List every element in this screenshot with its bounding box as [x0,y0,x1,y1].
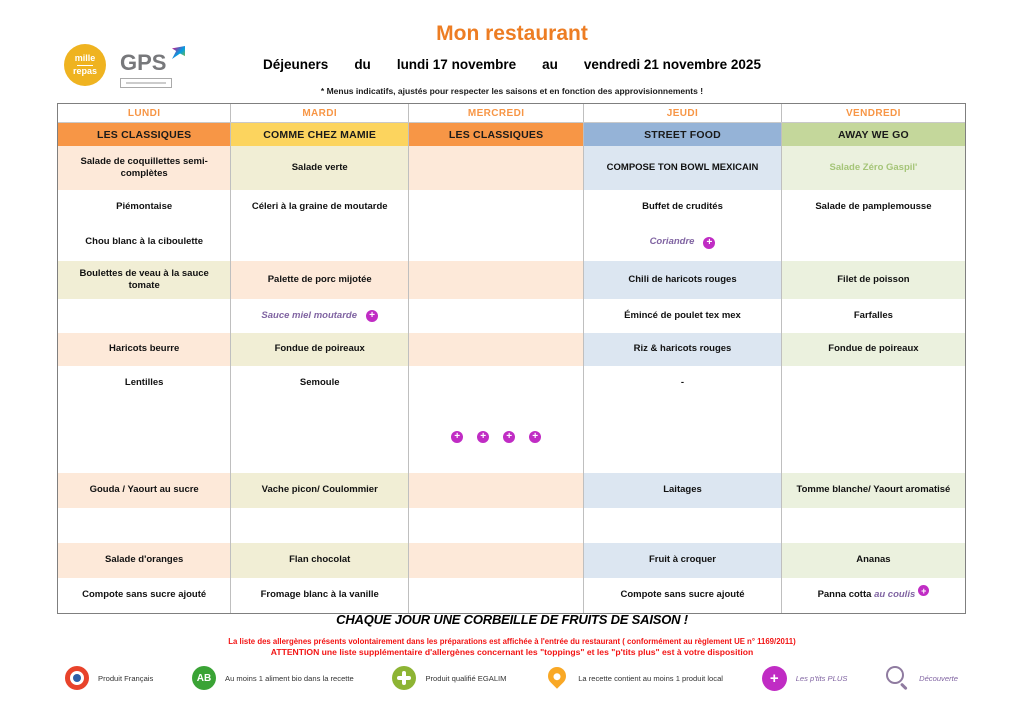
menu-cell [58,146,230,190]
dish-label: Salade d'oranges [105,554,184,566]
menu-cell [583,146,781,190]
map-pin-icon [544,663,569,688]
menu-cell [781,401,965,473]
subtitle-part: Déjeuners [263,57,329,72]
plus-icon: + [918,585,929,596]
menu-row [58,224,965,261]
dish-label: Compote sans sucre ajouté [620,589,745,601]
dish-label: Laitages [663,484,702,496]
menu-cell [230,401,408,473]
dish-label: Compote sans sucre ajouté [82,589,207,601]
dish-label: Farfalles [853,309,893,321]
dish-label: Filet de poisson [837,273,910,285]
plus-icon: + [477,431,489,443]
dish-label: Céleri à la graine de moutarde [251,200,388,212]
menu-cell [230,473,408,508]
menu-cell [781,190,965,224]
menu-cell [583,508,781,543]
menu-row [58,261,965,299]
day-header: MARDI [230,104,408,122]
dish-label: Salade de pamplemousse [815,200,932,212]
dish-label: Chou blanc à la ciboulette [85,236,204,248]
menu-cell [583,366,781,401]
dish-label: Tomme blanche/ Yaourt aromatisé [796,484,951,496]
menu-cell [230,578,408,613]
theme-header: AWAY WE GO [781,123,965,146]
menu-row [58,190,965,224]
menu-cell [583,543,781,578]
menu-cell [58,366,230,401]
legend-label: Découverte [919,673,958,683]
mille-repas-logo-text: mille [74,53,96,64]
menu-cell [781,224,965,261]
menu-cell [230,366,408,401]
menu-cell [583,578,781,613]
dish-label: Boulettes de veau à la sauce tomate [79,267,209,291]
theme-header: LES CLASSIQUES [408,123,583,146]
mille-repas-logo-text: repas [72,65,98,76]
plus-icon: + [503,431,515,443]
menu-cell [781,578,965,613]
menu-row [58,366,965,401]
menu-cell [408,146,583,190]
menu-note: * Menus indicatifs, ajustés pour respecter les saisons et en fonction des approvisionnements ! [320,86,704,96]
dish-label: - [680,377,685,389]
menu-cell [781,299,965,333]
menu-cell [408,401,583,473]
dish-label: Riz & haricots rouges [633,343,732,355]
fruits-banner: CHAQUE JOUR UNE CORBEILLE DE FRUITS DE SAISON ! [336,612,688,627]
menu-cell [230,146,408,190]
day-header: JEUDI [583,104,781,122]
theme-header: STREET FOOD [583,123,781,146]
menu-cell [408,190,583,224]
day-header: LUNDI [127,107,161,119]
cocarde-icon [65,666,89,690]
legend-label: Produit qualifié EGALIM [425,673,507,683]
dish-label: Coriandre [649,236,695,248]
day-header-row [58,104,965,123]
legend-item [65,666,153,690]
legend-label: Les p'tits PLUS [795,673,848,683]
menu-cell [408,473,583,508]
menu-cell [583,473,781,508]
allergen-notice-line2: ATTENTION une liste supplémentaire d'allergènes concernant les "toppings" et les "p'tits plus" est à votre disposition [270,647,754,657]
dish-label: Sauce miel moutarde [261,309,357,321]
legend-item [192,666,354,690]
allergen-notice-line1: La liste des allergènes présents volontairement dans les préparations est affichée à l'entrée du restaurant ( conformément au règlement UE n° 1169/2011) [228,637,796,646]
menu-cell [230,261,408,299]
ab-bio-icon: AB [192,666,216,690]
dish-label: Piémontaise [116,200,173,212]
menu-row [58,578,965,613]
menu-cell [58,578,230,613]
menu-row [58,473,965,508]
dish-label: Fondue de poireaux [274,343,365,355]
theme-row [58,123,965,146]
dish-label: Lentilles [124,377,164,389]
plus-icon: + [451,431,463,443]
menu-cell [58,401,230,473]
dish-label: Fruit à croquer [648,554,717,566]
menu-cell [58,299,230,333]
dish-label: Fromage blanc à la vanille [260,589,379,601]
dish-label: Salade verte [291,161,348,173]
menu-row [58,543,965,578]
menu-cell [583,190,781,224]
menu-row [58,146,965,190]
menu-cell [408,508,583,543]
menu-cell [58,543,230,578]
menu-cell [230,333,408,366]
menu-cell [230,543,408,578]
menu-cell [781,333,965,366]
menu-cell [583,224,781,261]
legend-item [762,666,848,691]
dish-label-part: Panna cotta [817,589,875,601]
menu-row [58,299,965,333]
day-header: VENDREDI [781,104,965,122]
page-title: Mon restaurant [436,22,588,45]
menu-cell [408,261,583,299]
menu-cell [58,508,230,543]
menu-cell [781,261,965,299]
subtitle-part: au [542,57,558,72]
menu-row [58,333,965,366]
menu-cell [583,261,781,299]
dish-label: Vache picon/ Coulommier [261,484,378,496]
menu-cell [58,473,230,508]
legend-label: Produit Français [98,673,154,683]
menu-cell [781,543,965,578]
magnifier-icon [886,666,904,684]
dish-label: Salade de coquillettes semi-complètes [80,155,208,179]
subtitle-part: lundi 17 novembre [396,57,517,72]
dish-label: Chili de haricots rouges [628,273,737,285]
gps-logo-text: GPS [120,50,167,75]
legend-label: Au moins 1 aliment bio dans la recette [225,673,354,683]
legend-item [392,666,506,690]
menu-cell [408,578,583,613]
subtitle-part: du [354,57,371,72]
dish-label: Flan chocolat [289,554,351,566]
menu-cell [583,401,781,473]
dish-label: Semoule [299,377,340,389]
legend-item [545,667,723,689]
plus-icon: + [366,310,378,322]
menu-cell [781,146,965,190]
legend-bar [57,660,966,696]
menu-cell [408,366,583,401]
menu-cell [230,299,408,333]
dish-label: Buffet de crudités [642,200,723,212]
menu-cell [230,224,408,261]
weekly-menu-table [57,103,966,614]
menu-row [58,401,965,473]
day-header: MERCREDI [408,104,583,122]
dish-label: Ananas [856,554,891,566]
menu-cell [58,190,230,224]
dish-label: Haricots beurre [109,343,180,355]
plus-icon: + [703,237,715,249]
egalim-icon [392,666,416,690]
plus-icon: + [529,431,541,443]
menu-cell [781,366,965,401]
legend-item [886,666,958,690]
menu-cell [58,224,230,261]
theme-header: COMME CHEZ MAMIE [230,123,408,146]
dish-label: Fondue de poireaux [828,343,919,355]
subtitle-part: vendredi 21 novembre 2025 [583,57,761,72]
menu-cell [58,261,230,299]
menu-cell [781,473,965,508]
plus-icon-group [451,431,541,443]
menu-cell [408,299,583,333]
legend-label: La recette contient au moins 1 produit local [578,673,723,683]
menu-cell [583,333,781,366]
dish-label: COMPOSE TON BOWL MEXICAIN [606,161,759,173]
dish-label: Émincé de poulet tex mex [624,309,741,321]
menu-cell [408,543,583,578]
menu-cell [408,224,583,261]
menu-cell [230,190,408,224]
menu-cell [408,333,583,366]
menu-cell [230,508,408,543]
menu-cell [781,508,965,543]
plus-circle-icon: + [762,666,787,691]
week-subtitle [0,57,1024,72]
menu-row [58,508,965,543]
dish-label: Salade Zéro Gaspil' [829,161,918,173]
dish-label-part: au coulis [874,589,916,601]
menu-cell [58,333,230,366]
dish-label [818,589,916,601]
dish-label: Palette de porc mijotée [267,273,372,285]
dish-label: Gouda / Yaourt au sucre [89,484,199,496]
menu-cell [583,299,781,333]
theme-header: LES CLASSIQUES [58,123,230,146]
